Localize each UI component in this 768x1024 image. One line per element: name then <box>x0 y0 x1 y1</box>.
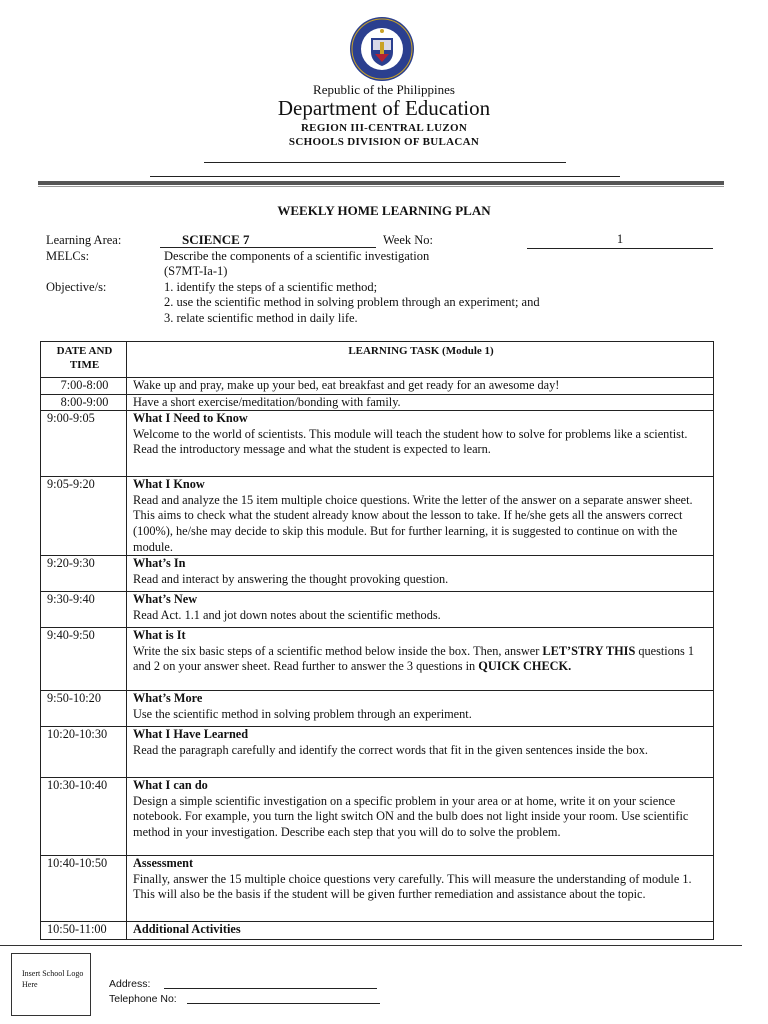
region-heading: REGION III-CENTRAL LUZON <box>300 122 468 134</box>
task-cell <box>127 592 714 628</box>
learning-area-label: Learning Area: <box>46 233 122 247</box>
time-cell: 10:40-10:50 <box>41 856 127 922</box>
task-cell <box>127 691 714 727</box>
task-title: What I Have Learned <box>133 727 249 742</box>
task-cell <box>127 411 714 477</box>
footer-divider <box>0 945 742 946</box>
address-label: Address: <box>109 978 151 990</box>
task-title: What is It <box>133 628 186 643</box>
task-text: questions 1 and 2 on your answer sheet. Read further to answer the 3 questions in <box>133 643 695 674</box>
task-description: Welcome to the world of scientists. This module will teach the student how to solve for problems like a scientist. Read the introductory message and what the student is expected to learn. <box>133 426 688 457</box>
table-row <box>41 378 714 395</box>
objectives-label: Objective/s: <box>46 280 107 294</box>
task-cell <box>127 628 714 691</box>
time-cell: 9:30-9:40 <box>41 592 127 628</box>
learning-plan-table <box>40 341 714 940</box>
division-heading: SCHOOLS DIVISION OF BULACAN <box>288 136 480 148</box>
table-row <box>41 556 714 592</box>
task-cell <box>127 727 714 778</box>
table-header-row <box>41 342 714 378</box>
task-description: Read and interact by answering the thought provoking question. <box>133 571 449 586</box>
address-blank <box>164 977 377 989</box>
week-no-value: 1 <box>527 232 713 249</box>
table-row <box>41 592 714 628</box>
time-cell: 10:30-10:40 <box>41 778 127 856</box>
learning-area-value: SCIENCE 7 <box>160 232 376 248</box>
task-description <box>133 644 709 675</box>
task-description: Read Act. 1.1 and jot down notes about the scientific methods. <box>133 607 441 622</box>
time-cell: 9:40-9:50 <box>41 628 127 691</box>
task-description: Finally, answer the 15 multiple choice questions very carefully. This will measure the understanding of module 1. This will also be the basis if the student will be given further remediation and assistance about the topic. <box>133 871 692 902</box>
task-cell <box>127 556 714 592</box>
header-rule <box>204 162 566 163</box>
week-no-label: Week No: <box>383 233 434 247</box>
task-title: What I can do <box>133 778 208 793</box>
table-row <box>41 394 714 411</box>
task-description: Use the scientific method in solving problem through an experiment. <box>133 706 472 721</box>
time-cell: 8:00-9:00 <box>41 394 127 411</box>
task-description: Design a simple scientific investigation on a specific problem in your area or at home, write it on your science notebook. For example, you turn the light switch ON and the bulb does not light inside your room. Use scientific method in your investigation. Describe each step that you will do to solve the problem. <box>133 793 689 839</box>
table-row <box>41 727 714 778</box>
time-cell: 7:00-8:00 <box>41 378 127 395</box>
republic-heading: Republic of the Philippines <box>313 82 455 97</box>
task-cell: Have a short exercise/meditation/bonding with family. <box>127 394 714 411</box>
task-title: Assessment <box>133 856 194 871</box>
time-cell: 9:05-9:20 <box>41 477 127 556</box>
table-row <box>41 477 714 556</box>
task-title: What’s New <box>133 592 198 607</box>
melcs-line: Describe the components of a scientific investigation <box>164 249 430 263</box>
task-title: Additional Activities <box>133 922 241 937</box>
telephone-blank <box>187 992 380 1004</box>
task-cell <box>127 778 714 856</box>
task-emphasis: LET’STRY THIS <box>542 643 636 658</box>
time-cell: 10:20-10:30 <box>41 727 127 778</box>
header-rule <box>150 176 620 177</box>
time-cell: 9:50-10:20 <box>41 691 127 727</box>
melcs-label: MELCs: <box>46 249 90 263</box>
table-row <box>41 778 714 856</box>
task-cell: Wake up and pray, make up your bed, eat breakfast and get ready for an awesome day! <box>127 378 714 395</box>
task-cell <box>127 477 714 556</box>
col-header-learning-task: LEARNING TASK (Module 1) <box>127 342 714 378</box>
department-heading: Department of Education <box>277 96 491 120</box>
deped-seal-logo <box>349 16 415 82</box>
school-logo-placeholder: Insert School Logo Here <box>11 953 91 1016</box>
header-divider <box>38 181 724 185</box>
task-title: What I Need to Know <box>133 411 248 426</box>
objective-item: 1. identify the steps of a scientific method; <box>164 280 378 294</box>
melcs-code: (S7MT-Ia-1) <box>164 264 228 278</box>
table-row <box>41 628 714 691</box>
time-cell: 10:50-11:00 <box>41 922 127 940</box>
task-title: What’s More <box>133 691 203 706</box>
task-title: What I Know <box>133 477 205 492</box>
plan-title: WEEKLY HOME LEARNING PLAN <box>277 203 491 218</box>
objective-item: 3. relate scientific method in daily life. <box>164 311 358 325</box>
telephone-label: Telephone No: <box>109 993 177 1005</box>
col-header-date-time: DATE AND TIME <box>41 342 127 378</box>
task-emphasis: QUICK CHECK. <box>478 659 572 674</box>
header-divider-thin <box>38 186 724 187</box>
task-cell <box>127 922 714 940</box>
task-cell <box>127 856 714 922</box>
task-text: Write the six basic steps of a scientific method below inside the box. Then, answer <box>133 643 543 658</box>
time-cell: 9:00-9:05 <box>41 411 127 477</box>
table-row <box>41 856 714 922</box>
table-row <box>41 691 714 727</box>
table-row <box>41 922 714 940</box>
table-row <box>41 411 714 477</box>
objective-item: 2. use the scientific method in solving problem through an experiment; and <box>164 295 540 309</box>
task-description: Read and analyze the 15 item multiple choice questions. Write the letter of the answer on a separate answer sheet. This aims to check what the student already know about the lesson to take. If he/she gets all the answers correct (100%), he/she may decide to skip this module. But for further learning, it is suggested to continue on with the module. <box>133 492 693 554</box>
task-description: Read the paragraph carefully and identify the correct words that fit in the given sentences inside the box. <box>133 742 648 757</box>
time-cell: 9:20-9:30 <box>41 556 127 592</box>
task-title: What’s In <box>133 556 186 571</box>
